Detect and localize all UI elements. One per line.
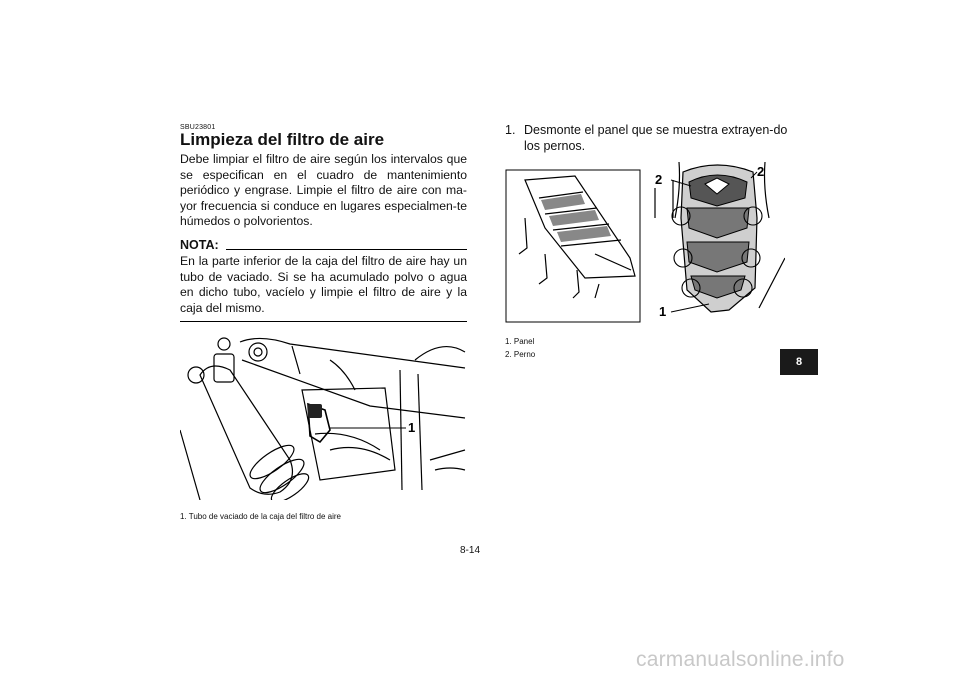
panel-removal-illustration — [505, 158, 785, 328]
figure2-caption-item: 2. Perno — [505, 350, 536, 359]
chapter-tab: 8 — [780, 349, 818, 375]
section-title: Limpieza del filtro de aire — [180, 130, 385, 149]
figure2-callout-bolt-left: 2 — [655, 172, 663, 187]
step-item — [505, 122, 790, 154]
note-end-rule — [180, 321, 467, 322]
step-number: 1. — [505, 123, 516, 137]
step-text: Desmonte el panel que se muestra extrayen-do los pernos. — [524, 123, 788, 153]
note-rule — [226, 249, 467, 250]
note-text: En la parte inferior de la caja del filtro de aire hay un tubo de vaciado. Si se ha acumulado polvo o agua en dicho tubo, vacíelo y limpie el filtro de aire y la caja del mismo. — [180, 254, 467, 315]
figure2-caption — [505, 335, 535, 361]
note-label: NOTA: — [180, 238, 219, 252]
section-code: SBU23801 — [180, 124, 216, 131]
air-filter-drain-illustration — [180, 330, 467, 500]
section-body: Debe limpiar el filtro de aire según los intervalos que se especifican en el cuadro de mantenimiento periódico y engrase. Limpie el filtro de aire con ma-yor frecuencia si conduce en lugares especialmen-te húmedos o polvorientos. — [180, 152, 467, 229]
figure1-caption: 1. Tubo de vaciado de la caja del filtro de aire — [180, 512, 341, 521]
note-header — [180, 238, 467, 252]
figure2-callout-bolt-right: 2 — [757, 164, 765, 179]
page-number: 8-14 — [460, 545, 481, 556]
figure1-callout: 1 — [408, 420, 416, 435]
figure2-caption-item: 1. Panel — [505, 337, 535, 346]
watermark: carmanualsonline.info — [636, 648, 845, 671]
figure2-callout-panel: 1 — [659, 304, 667, 319]
